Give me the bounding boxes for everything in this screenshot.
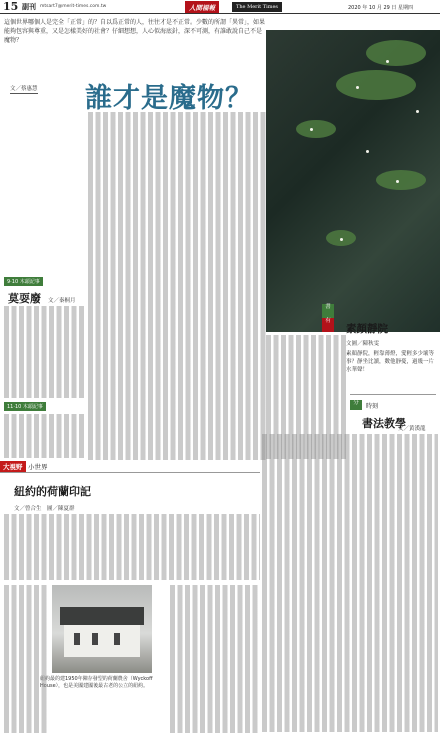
newspaper-logo: 人間福報 [185,1,219,13]
lead-headline: 誰才是魔物？ [85,83,253,114]
calligraphy-tag-rest: 時刻 [366,403,379,410]
calligraphy-title: 書法教學 [362,417,406,430]
section-banner [0,461,440,471]
column-tag-2: 11·10 木頭記事 [4,402,46,411]
column-body-text [4,306,84,398]
calligraphy-body-text [262,434,438,732]
travel-body-text-3 [170,585,260,733]
lead-body-text [88,112,266,460]
quiet-corner-tag [322,304,334,318]
wyckoff-house-photo [52,585,152,673]
quiet-corner-quote: 素顏靜院，輕靠薄燈，愛輕多少壞等事？靜坐比讀，數他靜憂，過幾一片水華聲！ [346,351,435,373]
section-banner-sub: 小世界 [28,463,48,471]
column-author: 文／秦桐月 [48,298,76,304]
quiet-corner-tag-1: 書 [325,304,331,310]
lead-intro: 這個世界哪個人是完全「正常」的？自以爲正常的人，往往才是不正常。少數的所謂「異常」，如果能夠包容與尊重，又是怎樣美好的社會？仔細想想，人心似海底針，深不可測，有誰敢說自己不是魔物？ [4,19,266,44]
section-rule [0,472,260,473]
page-number: 15 [3,0,19,13]
issue-date: 2020 年 10 月 29 日 星期四 [348,5,413,11]
column-tag: 9·10 木頭記事 [4,277,43,286]
hanging-vine-photo [266,30,440,332]
travel-body-text [4,514,260,580]
calligraphy-author: 文／黃漢龍 [398,426,426,432]
calligraphy-rule [350,394,436,395]
travel-story-title: 紐約的荷蘭印記 [14,485,91,498]
photo-caption: 紐約最的建1950年陳存發型的荷蘭農舍（Wyckoff House），也是美國建國後最古老的公立的紐約。 [40,676,153,689]
section-banner-tag: 大視野 [0,461,26,472]
column-body-text-2 [4,414,84,458]
lead-byline: 文／蔡惠慧 [10,86,38,92]
newspaper-logo-en: The Merit Times [232,2,282,12]
calligraphy-tag: 分 [350,400,362,410]
travel-body-text-2 [4,585,48,733]
quiet-corner-tag-2: 有 [325,318,331,324]
quiet-corner-title: 素顏靜院 [346,323,388,335]
masthead [0,0,440,14]
contact-email[interactable]: mtsart7@merit-times.com.tw [40,4,107,9]
section-name: 副刊 [22,3,36,11]
column-title: 莫耍廢 [8,292,41,305]
quiet-corner-author: 文圖／陳秋雯 [346,341,380,347]
travel-story-byline: 文／曾合生 圖／陳夏群 [14,506,75,512]
quiet-corner-tag-b [322,318,334,332]
